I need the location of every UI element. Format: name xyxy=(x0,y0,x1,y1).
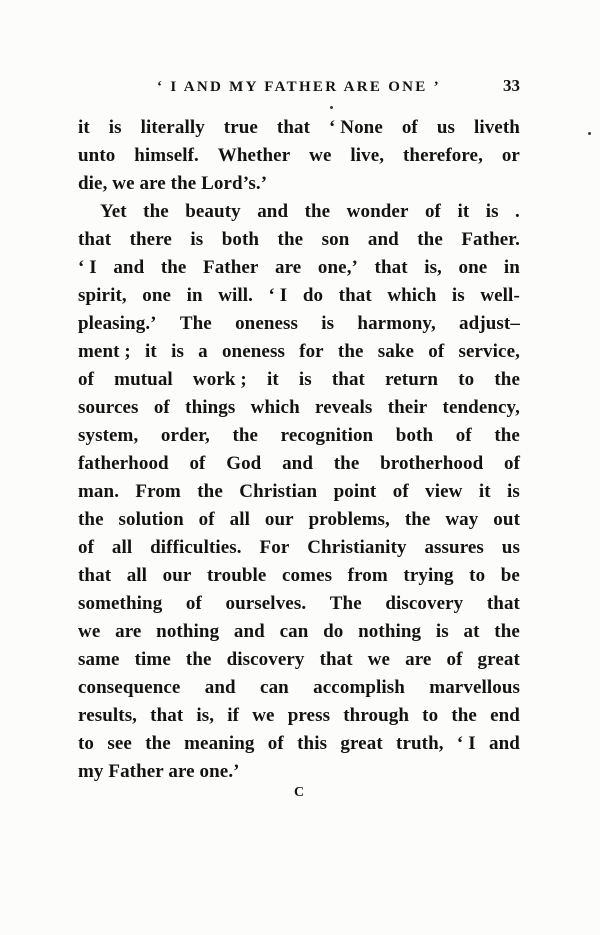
text-line: it is literally true that ‘ None of us liveth xyxy=(78,117,520,138)
text-line: something of ourselves. The discovery that xyxy=(78,593,520,614)
text-line: the solution of all our problems, the way out xyxy=(78,509,520,530)
text-line: ‘ I and the Father are one,’ that is, one in xyxy=(78,257,520,278)
text-line: spirit, one in will. ‘ I do that which is well- xyxy=(78,285,520,306)
text-line: to see the meaning of this great truth, ‘ I and xyxy=(78,733,520,754)
text-line: pleasing.’ The oneness is harmony, adjust– xyxy=(78,313,520,334)
page-number: 33 xyxy=(503,76,520,95)
text-line: unto himself. Whether we live, therefore, or xyxy=(78,145,520,166)
signature-mark: C xyxy=(293,785,305,800)
text-line: of mutual work ; it is that return to the xyxy=(78,369,520,390)
text-line: die, we are the Lord’s.’ xyxy=(78,173,268,194)
text-line: results, that is, if we press through to the end xyxy=(78,705,520,726)
text-line: of all difficulties. For Christianity assures us xyxy=(78,537,520,558)
text-line: that all our trouble comes from trying to be xyxy=(78,565,520,586)
text-line: fatherhood of God and the brotherhood of xyxy=(78,453,520,474)
text-line: man. From the Christian point of view it is xyxy=(78,481,520,502)
text-line: consequence and can accomplish marvellous xyxy=(78,677,520,698)
scan-speck-icon xyxy=(330,106,333,109)
running-title: ‘ I AND MY FATHER ARE ONE ’ xyxy=(157,79,441,95)
text-block xyxy=(78,114,520,786)
text-line: system, order, the recognition both of the xyxy=(78,425,520,446)
page-header xyxy=(78,78,520,98)
text-line: we are nothing and can do nothing is at the xyxy=(78,621,520,642)
text-line: Yet the beauty and the wonder of it is . xyxy=(100,201,520,222)
text-line: that there is both the son and the Father. xyxy=(78,229,520,250)
text-line: sources of things which reveals their tendency, xyxy=(78,397,520,418)
scan-speck-icon xyxy=(588,132,591,135)
text-line: same time the discovery that we are of great xyxy=(78,649,520,670)
text-line: ment ; it is a oneness for the sake of service, xyxy=(78,341,520,362)
text-line: my Father are one.’ xyxy=(78,761,240,782)
